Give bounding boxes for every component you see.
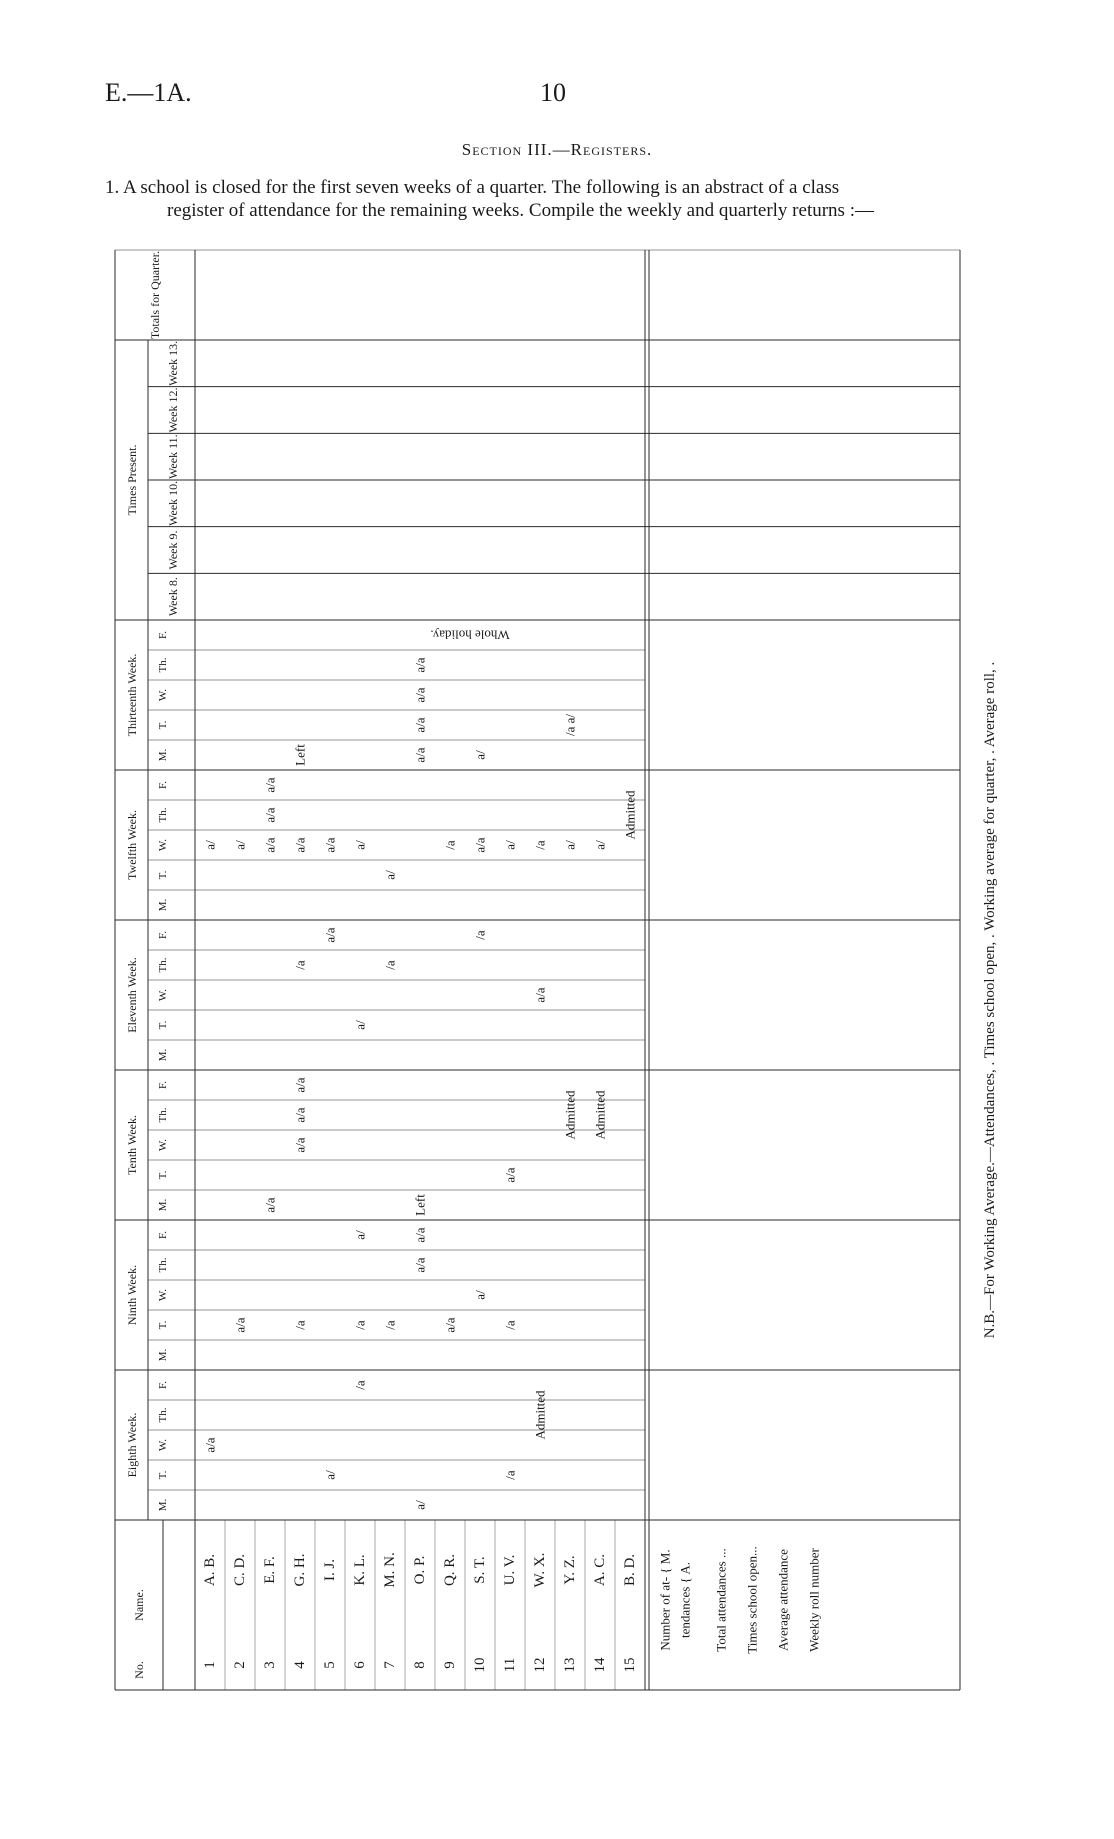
attendance-mark: a/ (412, 1500, 428, 1510)
pupil-number: 6 (352, 1661, 368, 1669)
pupil-number: 8 (412, 1661, 428, 1669)
day-letter: T. (157, 1320, 169, 1330)
section-title: Section III.—Registers. (461, 140, 653, 159)
week-col-header-10: Week 10. (166, 480, 180, 526)
pupil-name: M. N. (382, 1552, 398, 1588)
attendance-mark: a/a (232, 1317, 248, 1333)
day-letter: Th. (157, 1257, 169, 1273)
attendance-mark: /a (382, 960, 398, 970)
attendance-mark: a/a (292, 1137, 308, 1153)
attendance-mark: a/a (472, 837, 488, 853)
pupil-number: 12 (532, 1657, 548, 1673)
attendance-mark: a/a (412, 747, 428, 763)
attendance-mark: a/ (352, 840, 368, 850)
week-col-header-11: Week 11. (166, 434, 180, 479)
pupil-name: E. F. (262, 1556, 278, 1584)
attendance-mark: a/a (412, 687, 428, 703)
pupil-name: A. C. (592, 1553, 608, 1587)
day-letter: T. (157, 720, 169, 730)
footnote: N.B.—For Working Average.—Attendances, . Times school open, . Working average for quarter, . Average roll, . (982, 661, 998, 1339)
day-letter: M. (157, 898, 169, 912)
week-col-header-13: Week 13. (166, 340, 180, 386)
day-letter: Th. (157, 807, 169, 823)
day-letter: W. (157, 1288, 169, 1302)
pupil-name: S. T. (472, 1556, 488, 1584)
day-letter: F. (157, 781, 169, 789)
day-letter: W. (157, 988, 169, 1002)
summary-label: Total attendances ... (713, 1548, 729, 1652)
day-letter: M. (157, 1348, 169, 1362)
day-letter: M. (157, 748, 169, 762)
pupil-number: 10 (472, 1657, 488, 1673)
attendance-mark: Admitted (592, 1090, 608, 1140)
attendance-mark: /a a/ (562, 713, 578, 737)
day-letter: W. (157, 838, 169, 852)
day-letter: Th. (157, 657, 169, 673)
day-letter: W. (157, 1438, 169, 1452)
attendance-mark: a/a (322, 837, 338, 853)
pupil-number: 3 (262, 1661, 278, 1669)
attendance-mark: a/a (262, 837, 278, 853)
summary-label: Average attendance (775, 1549, 791, 1651)
attendance-mark: a/a (412, 1257, 428, 1273)
pupil-number: 5 (322, 1661, 338, 1669)
attendance-mark: a/ (472, 750, 488, 760)
week-col-header-9: Week 9. (166, 530, 180, 570)
day-letter: M. (157, 1498, 169, 1512)
attendance-mark: a/a (262, 807, 278, 823)
question-line-1: 1. A school is closed for the first seven weeks of a quarter. The following is an abstract of a class (105, 177, 840, 198)
week-col-header-8: Week 8. (166, 577, 180, 617)
day-letter: T. (157, 1470, 169, 1480)
day-letter: W. (157, 1138, 169, 1152)
no-header: No. (132, 1661, 146, 1679)
day-letter: T. (157, 1170, 169, 1180)
attendance-mark: a/a (262, 777, 278, 793)
week-col-header-12: Week 12. (166, 387, 180, 433)
attendance-mark: a/ (472, 1290, 488, 1300)
pupil-name: I. J. (322, 1558, 338, 1582)
attendance-mark: a/ (322, 1470, 338, 1480)
attendance-mark: /a (472, 930, 488, 940)
attendance-mark: a/a (322, 927, 338, 943)
attendance-mark: a/ (502, 840, 518, 850)
day-letter: T. (157, 1020, 169, 1030)
day-letter: Th. (157, 957, 169, 973)
pupil-number: 2 (232, 1661, 248, 1669)
pupil-number: 1 (202, 1661, 218, 1669)
day-letter: Th. (157, 1107, 169, 1123)
week-group-label-8: Eighth Week. (125, 1412, 139, 1478)
pupil-number: 13 (562, 1657, 578, 1673)
name-header: Name. (132, 1589, 146, 1621)
day-letter: F. (157, 1381, 169, 1389)
attendance-mark: Left (292, 744, 308, 766)
attendance-mark: a/a (292, 1107, 308, 1123)
summary-label: tendances { A. (677, 1562, 693, 1638)
pupil-number: 11 (502, 1657, 518, 1673)
attendance-mark: /a (352, 1320, 368, 1330)
attendance-mark: a/a (412, 657, 428, 673)
attendance-mark: a/a (532, 987, 548, 1003)
day-letter: F. (157, 1081, 169, 1089)
pupil-name: U. V. (502, 1554, 518, 1586)
question-line-2: register of attendance for the remaining weeks. Compile the weekly and quarterly returns :— (167, 200, 874, 221)
attendance-mark: a/a (292, 837, 308, 853)
week-group-label-12: Twelfth Week. (125, 810, 139, 880)
attendance-mark: a/ (202, 840, 218, 850)
attendance-mark: a/ (592, 840, 608, 850)
attendance-mark: a/a (292, 1077, 308, 1093)
pupil-name: Q. R. (442, 1553, 458, 1587)
attendance-mark: Admitted (532, 1390, 548, 1440)
pupil-name: Y. Z. (562, 1555, 578, 1585)
week-group-label-13: Thirteenth Week. (125, 653, 139, 737)
attendance-mark: /a (292, 1320, 308, 1330)
attendance-mark: a/ (352, 1020, 368, 1030)
pupil-number: 4 (292, 1661, 308, 1669)
attendance-mark: a/a (202, 1437, 218, 1453)
attendance-mark: a/ (562, 840, 578, 850)
pupil-name: O. P. (412, 1555, 428, 1585)
week-group-label-9: Ninth Week. (125, 1264, 139, 1326)
week-group-label-10: Tenth Week. (125, 1115, 139, 1175)
day-letter: T. (157, 870, 169, 880)
attendance-mark: Admitted (562, 1090, 578, 1140)
day-letter: M. (157, 1048, 169, 1062)
day-letter: F. (157, 1231, 169, 1239)
pupil-name: A. B. (202, 1553, 218, 1587)
pupil-name: W. X. (532, 1552, 548, 1588)
pupil-name: K. L. (352, 1554, 368, 1586)
day-letter: F. (157, 931, 169, 939)
day-letter: Th. (157, 1407, 169, 1423)
attendance-mark: a/a (412, 717, 428, 733)
totals-header: Totals for Quarter. (148, 250, 162, 340)
attendance-mark: /a (442, 840, 458, 850)
attendance-mark: a/a (412, 1227, 428, 1243)
attendance-mark: /a (382, 1320, 398, 1330)
page-number: 10 (540, 78, 566, 107)
attendance-mark: a/ (232, 840, 248, 850)
attendance-mark: /a (502, 1320, 518, 1330)
attendance-mark: Admitted (622, 790, 638, 840)
week-group-label-11: Eleventh Week. (125, 957, 139, 1033)
summary-label: Weekly roll number (806, 1548, 822, 1652)
summary-label: Number of at- { M. (657, 1549, 673, 1651)
attendance-mark: a/ (352, 1230, 368, 1240)
times-present-header: Times Present. (125, 444, 139, 516)
pupil-number: 7 (382, 1661, 398, 1669)
pupil-name: G. H. (292, 1553, 308, 1587)
attendance-mark: Left (412, 1194, 428, 1216)
attendance-mark: a/a (502, 1167, 518, 1183)
day-letter: M. (157, 1198, 169, 1212)
whole-holiday-note: Whole holiday. (430, 627, 510, 643)
attendance-mark: a/a (262, 1197, 278, 1213)
pupil-name: B. D. (622, 1553, 638, 1587)
pupil-number: 15 (622, 1657, 638, 1673)
pupil-name: C. D. (232, 1553, 248, 1587)
attendance-mark: /a (352, 1380, 368, 1390)
pupil-number: 14 (592, 1657, 608, 1673)
day-letter: W. (157, 688, 169, 702)
series-code: E.—1A. (105, 78, 192, 107)
summary-label: Times school open... (744, 1546, 760, 1654)
attendance-mark: a/a (442, 1317, 458, 1333)
attendance-mark: /a (532, 840, 548, 850)
attendance-mark: a/ (382, 870, 398, 880)
day-letter: F. (157, 631, 169, 639)
attendance-mark: /a (292, 960, 308, 970)
attendance-mark: /a (502, 1470, 518, 1480)
pupil-number: 9 (442, 1661, 458, 1669)
